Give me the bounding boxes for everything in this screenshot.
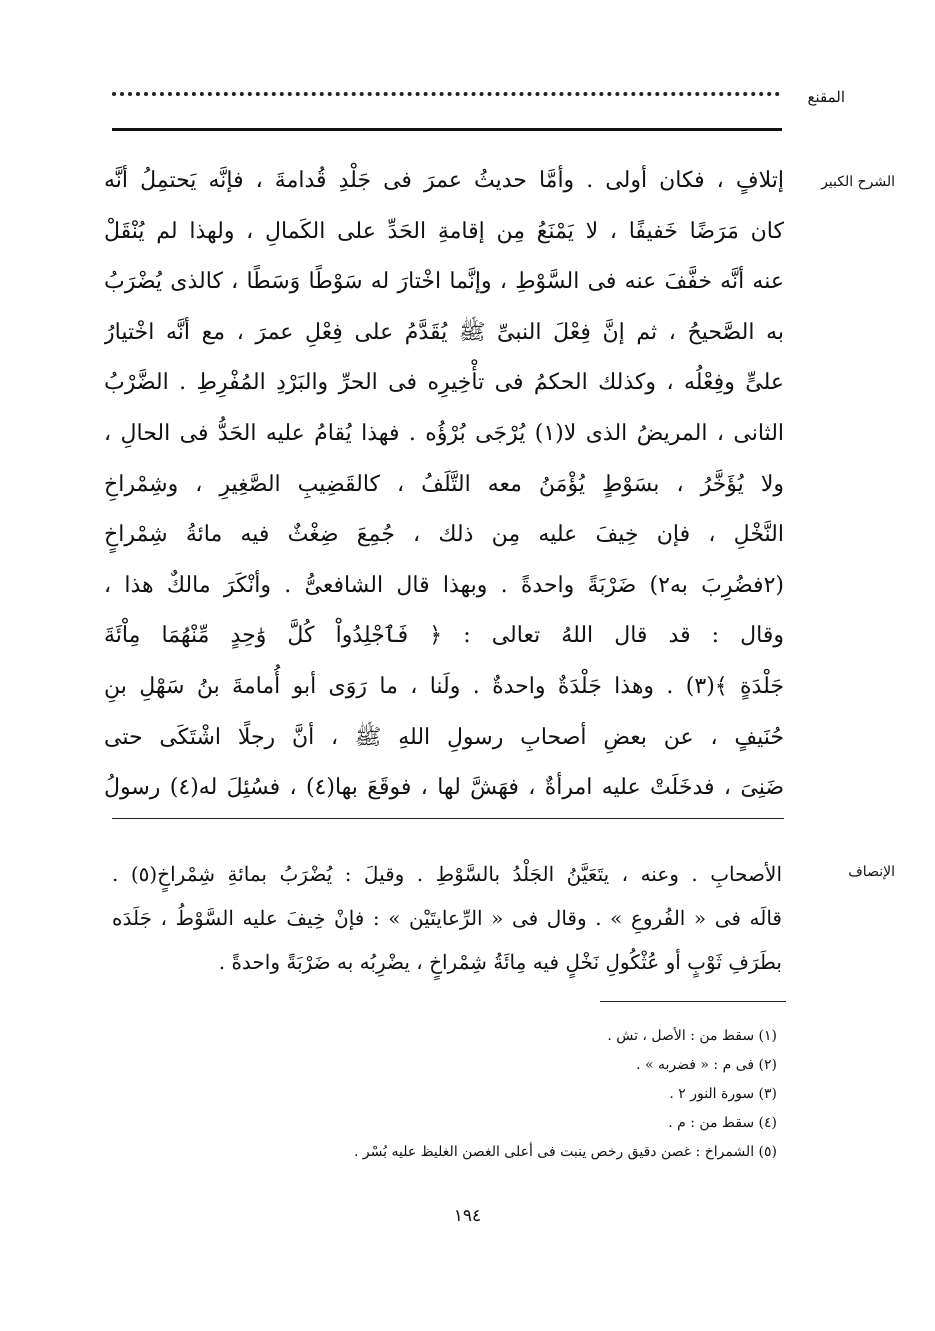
text-line: وقال : قد قال اللهُ تعالى : ﴿ فَٱجْلِدُواْ كُلَّ وَٰحِدٍ مِّنْهُمَا مِاْئَةَ [104, 623, 784, 649]
insaf-margin-label: الإنصاف [848, 864, 895, 880]
insaf-text-block [112, 852, 782, 984]
header-rule [112, 128, 782, 131]
text-line: إتلافٍ ، فكان أولى . وأمَّا حديثُ عمرَ فى جَلْدِ قُدامةَ ، فإنَّه يَحتمِلُ أنَّه [104, 168, 784, 193]
text-line: بطَرَفِ ثَوْبٍ أو عُثْكُولِ نَخْلٍ فيه مِائَةُ شِمْراخٍ ، يضْرِبُه به ضَرْبَةً واحدةً . [218, 950, 782, 974]
text-line: ضَنِىَ ، فدخَلَتْ عليه امرأةٌ ، فهَشَّ لها ، فوقَعَ بها(٤) ، فسُئِلَ له(٤) رسولُ [104, 775, 784, 801]
footnotes [217, 1022, 777, 1167]
text-line: كان مَرَضًا خَفيفًا ، لا يَمْنَعُ مِن إقامةِ الحَدِّ على الكَمالِ ، ولهذا لم يُنْقَلْ [104, 218, 784, 244]
text-line: جَلْدَةٍ ﴾(٣) . وهذا جَلْدَةٌ واحدةٌ . ولَنا ، ما رَوَى أبو أُمامةَ بنُ سَهْلِ بنِ [104, 673, 784, 699]
text-line: حُنَيفٍ ، عن بعضِ أصحابِ رسولِ اللهِ ﷺ ، أنَّ رجلًا اشْتَكَى حتى [104, 724, 784, 750]
footnote: (٥) الشمراخ : غصن دقيق رخص ينبت فى أعلى الغصن الغليظ عليه بُسْر . [354, 1144, 777, 1160]
text-line: علىٍّ وفِعْلُه ، وكذلك الحكمُ فى تأْخِيرِه فى الحرِّ والبَرْدِ المُفْرِطِ . الضَّرْبُ [104, 370, 784, 396]
text-line: ولا يُؤَخَّرُ ، بسَوْطٍ يُؤْمَنُ معه التَّلَفُ ، كالقَضِيبِ الصَّغِيرِ ، وشِمْراخِ [104, 471, 784, 497]
header-title: المقنع [807, 88, 845, 106]
sharh-text-block [104, 156, 784, 814]
text-line: الثانى ، المريضُ الذى لا(١) يُرْجَى بُرْؤُه . فهذا يُقامُ عليه الحَدُّ فى الحالِ ، [104, 420, 784, 446]
footnote-rule [600, 1001, 786, 1002]
footnote: (٣) سورة النور ٢ . [669, 1086, 777, 1102]
text-line: الأصحابِ . وعنه ، يتَعَيَّنُ الجَلْدُ بالسَّوْطِ . وقيلَ : يُضْرَبُ بمائةِ شِمْراخٍ(٥) . [112, 862, 782, 886]
text-line: النَّخْلِ ، فإن خِيفَ عليه مِن ذلك ، جُمِعَ ضِغْثٌ فيه مائةُ شِمْراخٍ [104, 522, 784, 548]
header-dotted-leader [112, 82, 780, 96]
text-line: به الصَّحيحُ ، ثم إنَّ فِعْلَ النبىِّ ﷺ يُقَدَّمُ على فِعْلِ عمرَ ، مع أنَّه اخْتيارُ [104, 319, 784, 345]
text-line: قالَه فى « الفُروعِ » . وقال فى « الرِّعايتَيْن » : فإنْ خِيفَ عليه السَّوْطُ ، جَلَدَه [112, 906, 782, 930]
footnote: (٤) سقط من : م . [668, 1115, 777, 1131]
footnote: (٢) فى م : « فضربه » . [636, 1057, 777, 1073]
page-number: ١٩٤ [453, 1206, 482, 1226]
text-line: عنه أنَّه خفَّفَ عنه فى السَّوْطِ ، وإنَّما اخْتارَ له سَوْطًا وَسَطًا ، كالذى يُضْرَبُ [104, 269, 784, 295]
sharh-margin-label: الشرح الكبير [821, 174, 895, 190]
footnote: (١) سقط من : الأصل ، تش . [607, 1028, 777, 1044]
section-divider [112, 818, 784, 819]
text-line: (٢فضُرِبَ به٢) ضَرْبَةً واحدةً . وبهذا قال الشافعىُّ . وأنْكَرَ مالكٌ هذا ، [104, 572, 784, 598]
